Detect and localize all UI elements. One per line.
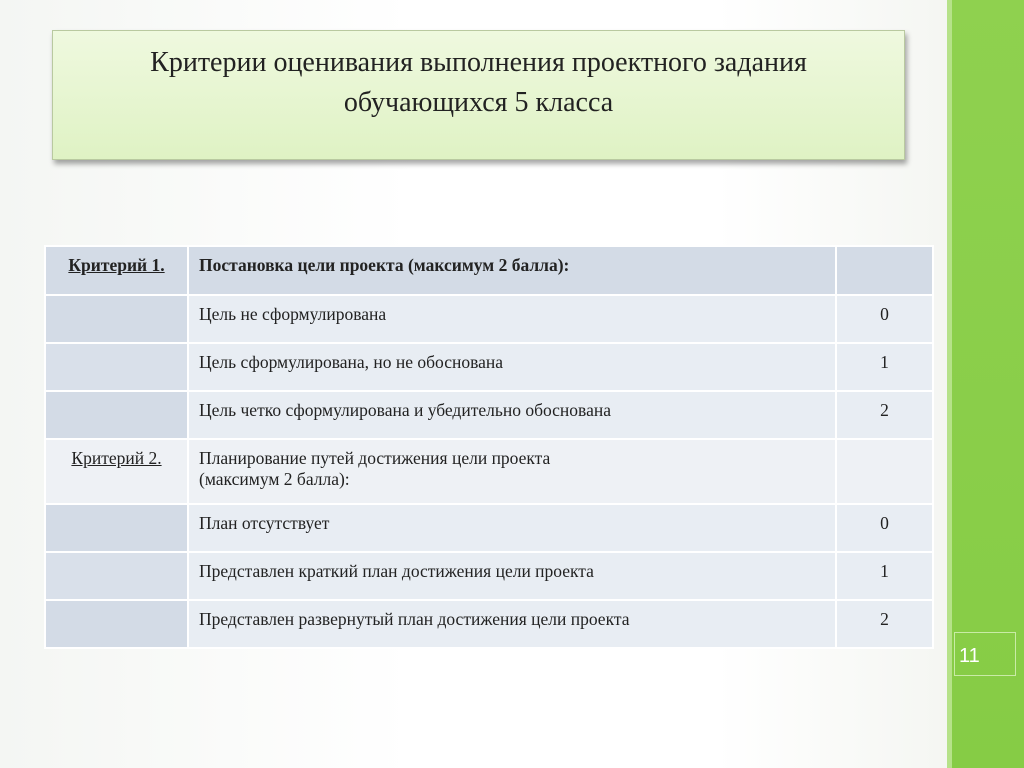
side-accent-stripe — [947, 0, 952, 768]
criterion-label-cell — [45, 391, 188, 439]
table-row — [45, 295, 933, 343]
score-cell — [836, 246, 933, 295]
score-cell — [836, 439, 933, 504]
criterion-label: Критерий 2. — [71, 448, 162, 468]
page-number: 11 — [954, 632, 1016, 676]
criterion-heading-cell — [188, 246, 836, 295]
item-text: Представлен развернутый план достижения цели проекта — [188, 600, 836, 648]
table-row — [45, 504, 933, 552]
criterion-heading-line-1: Планирование путей достижения цели проекта — [199, 448, 551, 468]
title-line-2: обучающихся 5 класса — [343, 87, 614, 118]
criterion-label-cell — [45, 295, 188, 343]
criterion-label-cell — [45, 552, 188, 600]
criterion-label: Критерий 1. — [68, 255, 165, 275]
criterion-heading-line-2: (максимум 2 балла): — [199, 469, 350, 489]
criterion-label-cell — [45, 600, 188, 648]
item-text: Цель сформулирована, но не обоснована — [188, 343, 836, 391]
table-row — [45, 246, 933, 295]
criteria-table — [44, 245, 934, 649]
table-row — [45, 343, 933, 391]
slide-title — [52, 30, 905, 160]
item-score: 1 — [836, 343, 933, 391]
criterion-label-cell — [45, 246, 188, 295]
criterion-label-cell — [45, 439, 188, 504]
item-text: Цель не сформулирована — [188, 295, 836, 343]
criterion-heading: Постановка цели проекта (максимум 2 балла): — [199, 255, 570, 275]
item-score: 1 — [836, 552, 933, 600]
table-row — [45, 600, 933, 648]
table-row — [45, 439, 933, 504]
item-text: Представлен краткий план достижения цели проекта — [188, 552, 836, 600]
item-text: План отсутствует — [188, 504, 836, 552]
criterion-label-cell — [45, 343, 188, 391]
title-line-1: Критерии оценивания выполнения проектного задания — [150, 47, 807, 78]
item-score: 0 — [836, 295, 933, 343]
item-text: Цель четко сформулирована и убедительно обоснована — [188, 391, 836, 439]
table-row — [45, 552, 933, 600]
criterion-label-cell — [45, 504, 188, 552]
criterion-heading-cell — [188, 439, 836, 504]
table-row — [45, 391, 933, 439]
item-score: 2 — [836, 391, 933, 439]
item-score: 2 — [836, 600, 933, 648]
item-score: 0 — [836, 504, 933, 552]
